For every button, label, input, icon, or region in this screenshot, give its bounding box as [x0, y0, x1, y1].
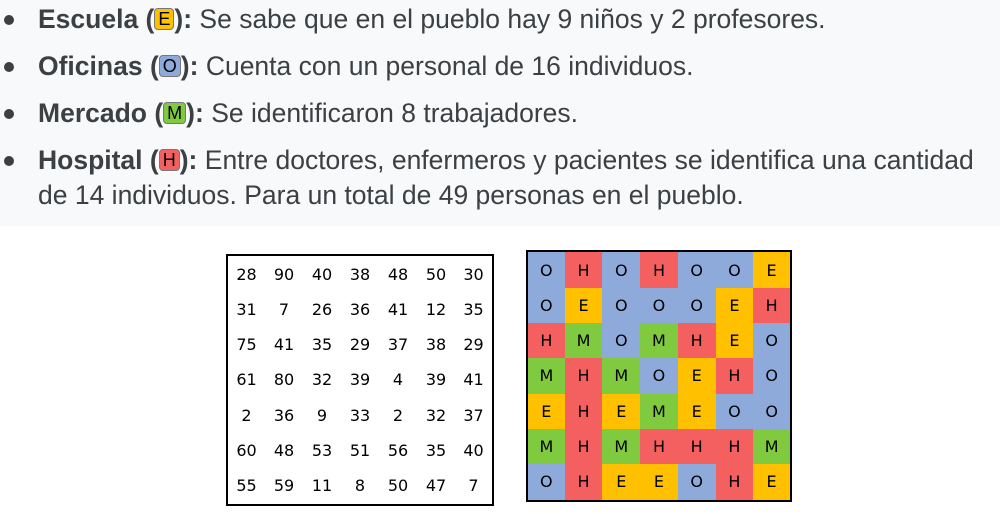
letter-grid	[526, 250, 792, 502]
letter-cell: O	[640, 358, 678, 393]
letter-cell: M	[753, 429, 791, 464]
letter-cell: M	[602, 358, 640, 393]
number-cell: 32	[311, 370, 333, 390]
number-cell: 29	[349, 335, 371, 355]
number-cell: 59	[273, 476, 295, 496]
letter-cell: M	[640, 394, 678, 429]
letter-grid-row	[527, 358, 791, 393]
number-cell: 2	[241, 405, 252, 425]
letter-cell: H	[565, 358, 603, 393]
building-list	[0, 2, 1000, 213]
number-cell: 29	[463, 335, 484, 355]
number-cell: 32	[425, 405, 447, 425]
number-grid-row	[227, 468, 493, 505]
letter-cell: H	[640, 429, 678, 464]
bullet-hospital	[0, 143, 1000, 213]
number-cell: 31	[236, 300, 257, 320]
description-section	[0, 0, 1000, 226]
letter-cell: O	[753, 323, 791, 358]
number-cell: 40	[311, 264, 333, 284]
letter-cell: H	[565, 429, 603, 464]
number-cell: 35	[311, 335, 333, 355]
bullet-text: Cuenta con un personal de 16 individuos.	[205, 51, 694, 81]
bullet-name: Hospital ( H ):	[38, 145, 198, 175]
number-cell: 41	[273, 335, 295, 355]
letter-cell: E	[602, 464, 640, 501]
letter-cell: E	[602, 394, 640, 429]
letter-cell: E	[716, 323, 754, 358]
letter-grid-row	[527, 429, 791, 464]
letter-cell: H	[716, 429, 754, 464]
letter-cell: E	[753, 251, 791, 288]
number-cell: 38	[425, 335, 447, 355]
letter-cell: M	[602, 429, 640, 464]
number-cell: 39	[425, 370, 447, 390]
letter-cell: M	[527, 429, 565, 464]
number-cell: 37	[387, 335, 409, 355]
number-cell: 50	[387, 476, 409, 496]
number-cell: 9	[316, 405, 328, 425]
letter-cell: O	[527, 251, 565, 288]
number-cell: 37	[463, 405, 484, 425]
number-cell: 41	[387, 300, 409, 320]
letter-cell: E	[565, 288, 603, 323]
number-grid-row	[227, 292, 493, 327]
number-cell: 35	[463, 300, 484, 320]
number-cell: 55	[236, 476, 257, 496]
letter-cell: O	[602, 288, 640, 323]
bullet-text: Entre doctores, enfermeros y pacientes se identifica una cantidad de 14 individuos. Para un total de 49 personas en el pueblo.	[38, 145, 974, 210]
number-cell: 61	[236, 370, 257, 390]
number-cell: 41	[463, 370, 484, 390]
number-cell: 7	[468, 476, 479, 496]
number-grid-row	[227, 362, 493, 397]
number-cell: 30	[463, 264, 484, 284]
number-cell: 38	[349, 264, 371, 284]
letter-cell: E	[753, 464, 791, 501]
badge-e: E	[154, 8, 174, 30]
number-cell: 2	[392, 405, 404, 425]
number-cell: 80	[273, 370, 295, 390]
letter-grid-row	[527, 464, 791, 501]
bullet-name: Oficinas ( O ):	[38, 51, 199, 81]
number-cell: 8	[354, 476, 366, 496]
bullet-mercado	[0, 96, 1000, 131]
letter-cell: O	[602, 251, 640, 288]
letter-cell: H	[565, 251, 603, 288]
bullet-text: Se identificaron 8 trabajadores.	[211, 98, 579, 128]
letter-cell: H	[565, 394, 603, 429]
letter-cell: E	[678, 358, 716, 393]
letter-cell: H	[678, 323, 716, 358]
letter-cell: E	[678, 394, 716, 429]
letter-cell: H	[678, 429, 716, 464]
letter-cell: O	[753, 394, 791, 429]
number-cell: 28	[236, 264, 257, 284]
grids-section	[0, 226, 1000, 514]
badge-m: M	[163, 102, 186, 124]
letter-cell: H	[716, 464, 754, 501]
number-grid-row	[227, 255, 493, 292]
number-cell: 53	[311, 440, 333, 460]
number-cell: 48	[387, 264, 409, 284]
letter-cell: M	[640, 323, 678, 358]
letter-cell: M	[527, 358, 565, 393]
letter-cell: O	[678, 464, 716, 501]
number-grid-row	[227, 327, 493, 362]
letter-grid-row	[527, 288, 791, 323]
letter-cell: H	[565, 464, 603, 501]
letter-cell: O	[678, 251, 716, 288]
letter-cell: O	[527, 464, 565, 501]
letter-cell: E	[527, 394, 565, 429]
number-cell: 7	[278, 300, 290, 320]
letter-cell: M	[565, 323, 603, 358]
letter-cell: O	[716, 251, 754, 288]
letter-grid-row	[527, 394, 791, 429]
bullet-escuela	[0, 2, 1000, 37]
bullet-text: Se sabe que en el pueblo hay 9 niños y 2 profesores.	[199, 4, 826, 34]
number-cell: 26	[311, 300, 333, 320]
number-cell: 90	[273, 264, 295, 284]
number-cell: 60	[236, 440, 257, 460]
number-grid-row	[227, 433, 493, 468]
number-cell: 33	[349, 405, 371, 425]
number-cell: 75	[236, 335, 257, 355]
number-cell: 56	[387, 440, 409, 460]
number-cell: 11	[311, 476, 333, 496]
number-cell: 36	[273, 405, 295, 425]
letter-cell: E	[640, 464, 678, 501]
letter-cell: O	[640, 288, 678, 323]
letter-cell: O	[716, 394, 754, 429]
badge-h: H	[159, 149, 180, 171]
number-cell: 36	[349, 300, 371, 320]
bullet-name: Mercado ( M ):	[38, 98, 204, 128]
letter-grid-row	[527, 323, 791, 358]
badge-o: O	[159, 55, 181, 77]
letter-cell: O	[527, 288, 565, 323]
letter-cell: O	[753, 358, 791, 393]
number-cell: 12	[425, 300, 447, 320]
number-cell: 40	[463, 440, 484, 460]
number-cell: 51	[349, 440, 371, 460]
letter-cell: O	[602, 323, 640, 358]
number-cell: 48	[273, 440, 295, 460]
letter-cell: H	[716, 358, 754, 393]
number-cell: 50	[425, 264, 447, 284]
letter-cell: H	[527, 323, 565, 358]
number-cell: 4	[392, 370, 404, 390]
letter-cell: H	[640, 251, 678, 288]
letter-cell: H	[753, 288, 791, 323]
number-cell: 35	[425, 440, 447, 460]
letter-cell: O	[678, 288, 716, 323]
letter-grid-row	[527, 251, 791, 288]
number-cell: 39	[349, 370, 371, 390]
bullet-name: Escuela ( E ):	[38, 4, 193, 34]
number-cell: 47	[425, 476, 447, 496]
number-grid	[226, 254, 494, 506]
letter-cell: E	[716, 288, 754, 323]
bullet-oficinas	[0, 49, 1000, 84]
number-grid-row	[227, 398, 493, 433]
